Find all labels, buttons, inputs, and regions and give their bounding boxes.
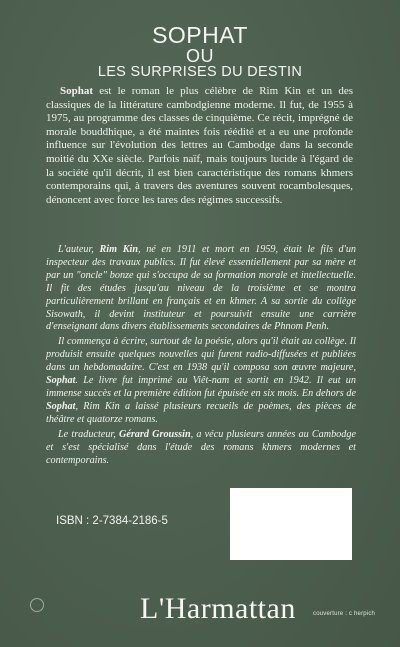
biography bbox=[46, 244, 356, 469]
bio-translator-paragraph bbox=[46, 429, 356, 468]
author-name: Rim Kin bbox=[99, 244, 139, 255]
publisher-seal-icon bbox=[30, 598, 44, 612]
bio-author-paragraph bbox=[46, 244, 356, 334]
book-subtitle: LES SURPRISES DU DESTIN bbox=[97, 64, 303, 80]
translator-name: Gérard Groussin bbox=[118, 428, 191, 440]
title-conjunction: OU bbox=[186, 46, 214, 66]
bio-text: Il commença à écrire, surtout de la poésie, alors qu'il était au collège. Il produisit ensuite quelques nouvelles qui furent radio-diffusées et publiées dans un hebdomadaire. C'est en 1938 qu'il composa son œuvre majeure, bbox=[46, 336, 356, 374]
bio-text: . Le livre fut imprimé au Viêt-nam et sortit en 1942. Il eut un immense succès et la première édition fut épuisée en six mois. En dehors de bbox=[46, 375, 356, 399]
isbn-label: ISBN : 2-7384-2186-5 bbox=[56, 515, 168, 527]
bio-text: , né en 1911 et mort en 1959, était le fils d'un inspecteur des travaux publics. Il fut élevé essentiellement par sa mère et par un "oncle" bonze qui s'occupa de sa formation morale et intellectuelle. Il fit des études jusqu'au niveau de la troisième et se montra particulièrement brillant en français et en khmer. A sa sortie du collège Sisowath, il devint instituteur et poursuivit ensuite une carrière d'enseignant dans divers établissements secondaires de Phnom Penh. bbox=[46, 244, 357, 333]
blurb-paragraph bbox=[46, 85, 353, 207]
bio-text: , a vécu plusieurs années au Cambodge et s'est spécialisé dans l'étude des romans khmers modernes et contemporains. bbox=[46, 428, 356, 466]
publisher-logo: L'Harmattan bbox=[140, 592, 296, 625]
barcode-sticker bbox=[230, 488, 352, 560]
bio-text: , Rim Kin a laissé plusieurs recueils de poèmes, des pièces de théâtre et quatorze romans. bbox=[46, 400, 356, 425]
book-title: SOPHAT bbox=[152, 22, 248, 48]
bio-work-paragraph bbox=[46, 336, 356, 426]
work-title: Sophat bbox=[46, 375, 76, 387]
bio-text: Le traducteur, bbox=[58, 428, 119, 440]
blurb-text: est le roman le plus célèbre de Rim Kin et un des classiques de la littérature cambodgienne moderne. Il fut, de 1955 à 1975, au programme des classes de cinquième. Ce récit, imprégné de morale bouddhique, a été maintes fois réédité et a eu une profonde influence sur l'évolution des lettres au Cambodge dans la seconde moitié du XXe siècle. Parfois naïf, mais toujours lucide à l'égard de la société qu'il décrit, il est bien caractéristique des romans khmers contemporains qui, à travers des aventures souvent rocambolesques, dénoncent avec force les tares des régimes successifs. bbox=[46, 85, 353, 206]
cover-credit: couverture : c herpich bbox=[313, 611, 376, 617]
work-title: Sophat bbox=[46, 400, 76, 412]
bio-text: L'auteur, bbox=[58, 244, 100, 255]
blurb-lead: Sophat bbox=[60, 85, 94, 97]
